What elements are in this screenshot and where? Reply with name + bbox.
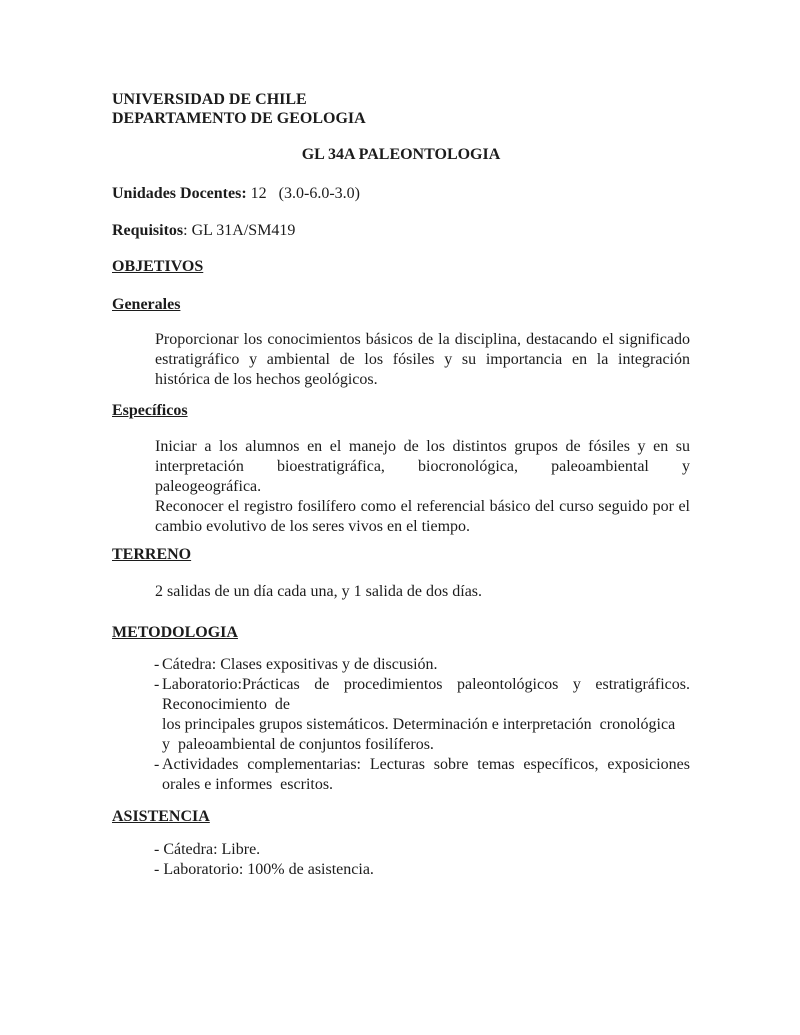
- text-line: Reconocimiento de: [162, 696, 290, 713]
- section-heading-asistencia: ASISTENCIA: [112, 808, 210, 825]
- institution-header: [112, 90, 690, 128]
- list-item: [154, 675, 690, 755]
- text-line: Cátedra: Clases expositivas y de discusión.: [162, 656, 438, 673]
- text-line: 2 salidas de un día cada una, y 1 salida de dos días.: [155, 583, 483, 600]
- text-line: Proporcionar los conocimientos básicos de la disciplina, destacando el significado: [155, 331, 690, 348]
- text-line: Laboratorio:Prácticas de procedimientos paleontológicos y estratigráficos.: [162, 676, 690, 693]
- requisitos-row: [112, 221, 690, 240]
- text-line: y paleoambiental de conjuntos fosilíferos.: [162, 736, 434, 753]
- terreno-paragraph: [155, 582, 690, 602]
- text-line: interpretación bioestratigráfica, biocronológica, paleoambiental y: [155, 458, 690, 475]
- list-item: - Laboratorio: 100% de asistencia.: [154, 861, 374, 878]
- asistencia-list: [154, 840, 690, 880]
- text-line: cambio evolutivo de los seres vivos en el tiempo.: [155, 518, 471, 535]
- requisitos-label: Requisitos: [112, 222, 184, 239]
- department-name: DEPARTAMENTO DE GEOLOGIA: [112, 110, 366, 127]
- text-line: Iniciar a los alumnos en el manejo de los distintos grupos de fósiles y en su: [155, 438, 690, 455]
- hyphen-bullet: -: [154, 656, 160, 673]
- especificos-paragraph: [155, 437, 690, 537]
- list-item: [154, 755, 690, 795]
- section-heading-terreno: TERRENO: [112, 546, 192, 563]
- subsection-heading-especificos: Específicos: [112, 402, 188, 419]
- list-item: [154, 655, 690, 675]
- text-line: Actividades complementarias: Lecturas sobre temas específicos, exposiciones: [162, 756, 690, 773]
- requisitos-value: : GL 31A/SM419: [183, 222, 296, 239]
- metodologia-list: [154, 655, 690, 795]
- text-line: paleogeográfica.: [155, 478, 262, 495]
- university-name: UNIVERSIDAD DE CHILE: [112, 91, 307, 108]
- section-heading-objetivos: OBJETIVOS: [112, 258, 204, 275]
- list-item: - Cátedra: Libre.: [154, 841, 261, 858]
- hyphen-bullet: -: [154, 676, 160, 693]
- text-line: estratigráfico y ambiental de los fósiles y su importancia en la integración: [155, 351, 690, 368]
- unidades-docentes-row: [112, 184, 690, 203]
- text-line: histórica de los hechos geológicos.: [155, 371, 378, 388]
- unidades-docentes-label: Unidades Docentes:: [112, 185, 247, 202]
- section-heading-metodologia: METODOLOGIA: [112, 624, 238, 641]
- text-line: Reconocer el registro fosilífero como el referencial básico del curso seguido por el: [155, 498, 690, 515]
- text-line: los principales grupos sistemáticos. Determinación e interpretación cronológica: [162, 716, 676, 733]
- unidades-docentes-value: 12 (3.0-6.0-3.0): [246, 185, 360, 202]
- subsection-heading-generales: Generales: [112, 296, 181, 313]
- text-line: orales e informes escritos.: [162, 776, 334, 793]
- generales-paragraph: [155, 330, 690, 390]
- course-title: GL 34A PALEONTOLOGIA: [301, 146, 501, 163]
- hyphen-bullet: -: [154, 756, 160, 773]
